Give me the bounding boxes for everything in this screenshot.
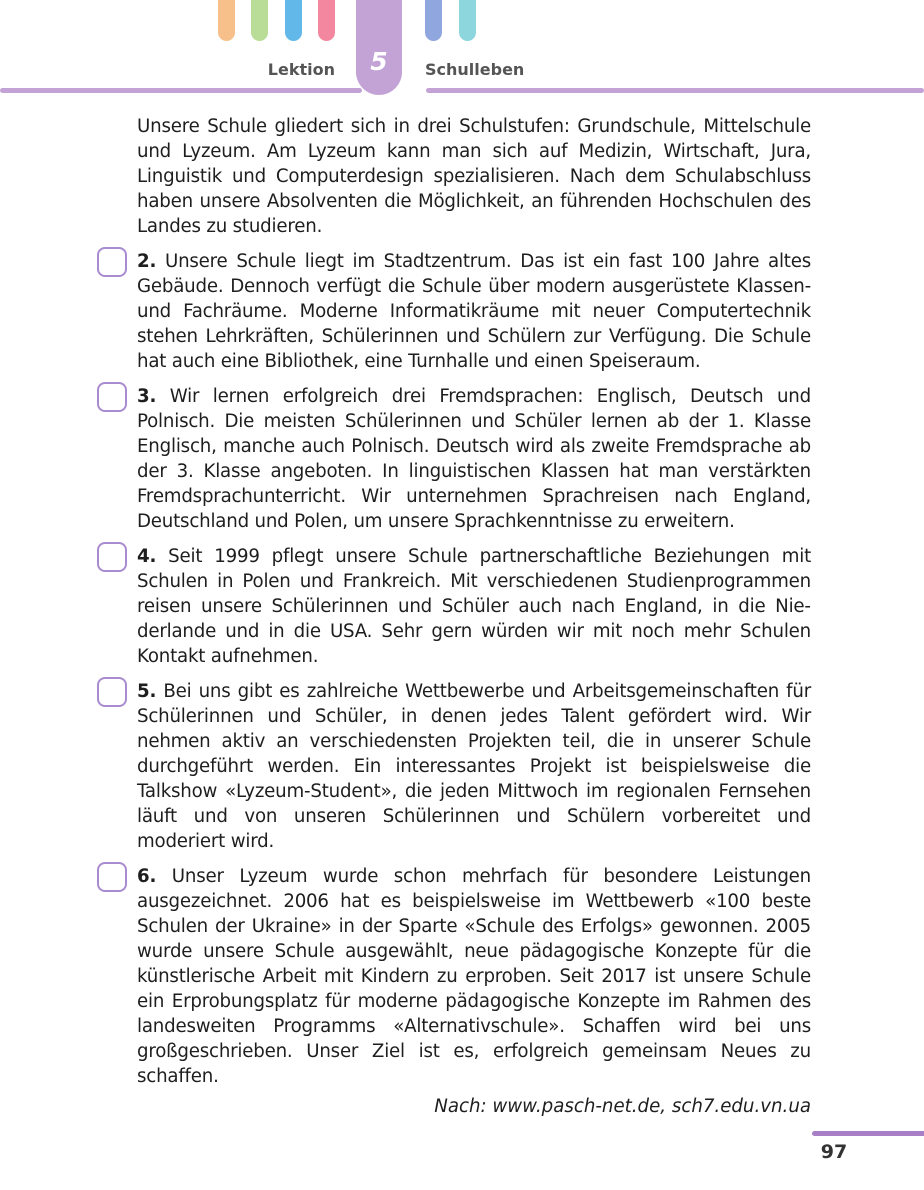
color-tab-blue bbox=[285, 0, 302, 41]
paragraph-number: 6. bbox=[137, 866, 157, 887]
answer-checkbox-5[interactable] bbox=[97, 677, 127, 707]
answer-checkbox-2[interactable] bbox=[97, 247, 127, 277]
paragraph-text: Bei uns gibt es zahlreiche Wettbewerbe und Arbeitsgemeinschaften für Schülerinnen und Schüler, in denen jedes Talent gefördert wird. Wir nehmen aktiv an verschiedensten Projekten teil, die in unserer Schule durchgeführt werden. Ein interessantes Projekt ist beispielsweise die Talkshow «Lyzeum-Student», die jeden Mittwoch im regionalen Fernsehen läuft und von unseren Schülerinnen und Schülern vorbereitet und moderiert wird. bbox=[137, 681, 811, 852]
paragraph-text: Unser Lyzeum wurde schon mehrfach für besondere Leistungen ausgezeichnet. 2006 hat es beispielsweise im Wettbewerb «100 beste Schulen der Ukraine» in der Sparte «Schule des Erfolgs» gewonnen. 2005 wurde unsere Schule ausgewählt, neue pädagogische Konzepte für die künstlerische Arbeit mit Kindern zu erproben. Seit 2017 ist unsere Schule ein Erprobungsplatz für moderne pädagogische Konzepte im Rahmen des landesweiten Programms «Alternativschule». Schaffen wird bei uns großgeschrieben. Unser Ziel ist es, erfolgreich gemeinsam Neues zu schaffen. bbox=[137, 866, 811, 1087]
paragraph-text: Unsere Schule liegt im Stadtzentrum. Das ist ein fast 100 Jahre altes Gebäude. Dennoch verfügt die Schule über modern ausgerüstete Klassen- und Fachräume. Moderne Informatikräume mit neuer Computertechnik stehen Lehrkräften, Schülerinnen und Schülern zur Verfügung. Die Schule hat auch eine Bibliothek, eine Turnhalle und einen Speiseraum. bbox=[137, 251, 811, 372]
paragraph-number: 4. bbox=[137, 546, 157, 567]
paragraph-3 bbox=[137, 384, 811, 534]
paragraph-4 bbox=[137, 544, 811, 669]
lesson-title: Schulleben bbox=[425, 60, 525, 79]
paragraph-number: 5. bbox=[137, 681, 157, 702]
color-tabs bbox=[0, 0, 924, 45]
intro-paragraph: Unsere Schule gliedert sich in drei Schulstufen: Grundschule, Mittelschule und Lyzeum. Am Lyzeum kann man sich auf Medizin, Wirtschaft, Jura, Linguistik und Computerdesign spezialisieren. Nach dem Schulabschluss haben unsere Absolventen die Möglichkeit, an führenden Hochschulen des Landes zu studieren. bbox=[137, 116, 811, 237]
lesson-number-tab bbox=[356, 0, 402, 95]
paragraph-text: Seit 1999 pflegt unsere Schule partnerschaftliche Beziehungen mit Schulen in Polen und Frankreich. Mit verschiedenen Studienprogrammen reisen unsere Schülerinnen und Schüler auch nach England, in die Niederlande und in die USA. Sehr gern würden wir mit noch mehr Schulen Kontakt aufnehmen. bbox=[137, 546, 811, 667]
header-rule-left bbox=[0, 88, 362, 93]
color-tab-periwinkle bbox=[425, 0, 442, 41]
paragraph-6 bbox=[137, 864, 811, 1089]
footer-rule bbox=[812, 1131, 924, 1136]
color-tab-pink bbox=[318, 0, 335, 41]
paragraph-text: Wir lernen erfolgreich drei Fremdsprachen: Englisch, Deutsch und Polnisch. Die meisten Schülerinnen und Schüler lernen ab der 1. Klasse Englisch, manche auch Polnisch. Deutsch wird als zweite Fremdsprache ab der 3. Klasse angeboten. In linguistischen Klassen hat man verstärkten Fremdsprachunterricht. Wir unternehmen Sprachreisen nach England, Deutschland und Polen, um unsere Sprachkenntnisse zu erweitern. bbox=[137, 386, 811, 532]
paragraph-number: 3. bbox=[137, 386, 157, 407]
paragraph-5 bbox=[137, 679, 811, 854]
paragraph-2 bbox=[137, 249, 811, 374]
color-tab-teal bbox=[459, 0, 476, 41]
answer-checkbox-3[interactable] bbox=[97, 382, 127, 412]
page-number: 97 bbox=[820, 1141, 848, 1163]
answer-checkbox-4[interactable] bbox=[97, 542, 127, 572]
main-text bbox=[137, 114, 811, 1099]
paragraph-number: 2. bbox=[137, 251, 157, 272]
source-citation: Nach: www.pasch-net.de, sch7.edu.vn.ua bbox=[434, 1096, 811, 1117]
color-tab-green bbox=[251, 0, 268, 41]
header-rule-right bbox=[426, 88, 924, 93]
color-tab-orange bbox=[218, 0, 235, 41]
lesson-number: 5 bbox=[370, 47, 388, 76]
lektion-label: Lektion bbox=[267, 60, 335, 79]
answer-checkbox-6[interactable] bbox=[97, 862, 127, 892]
